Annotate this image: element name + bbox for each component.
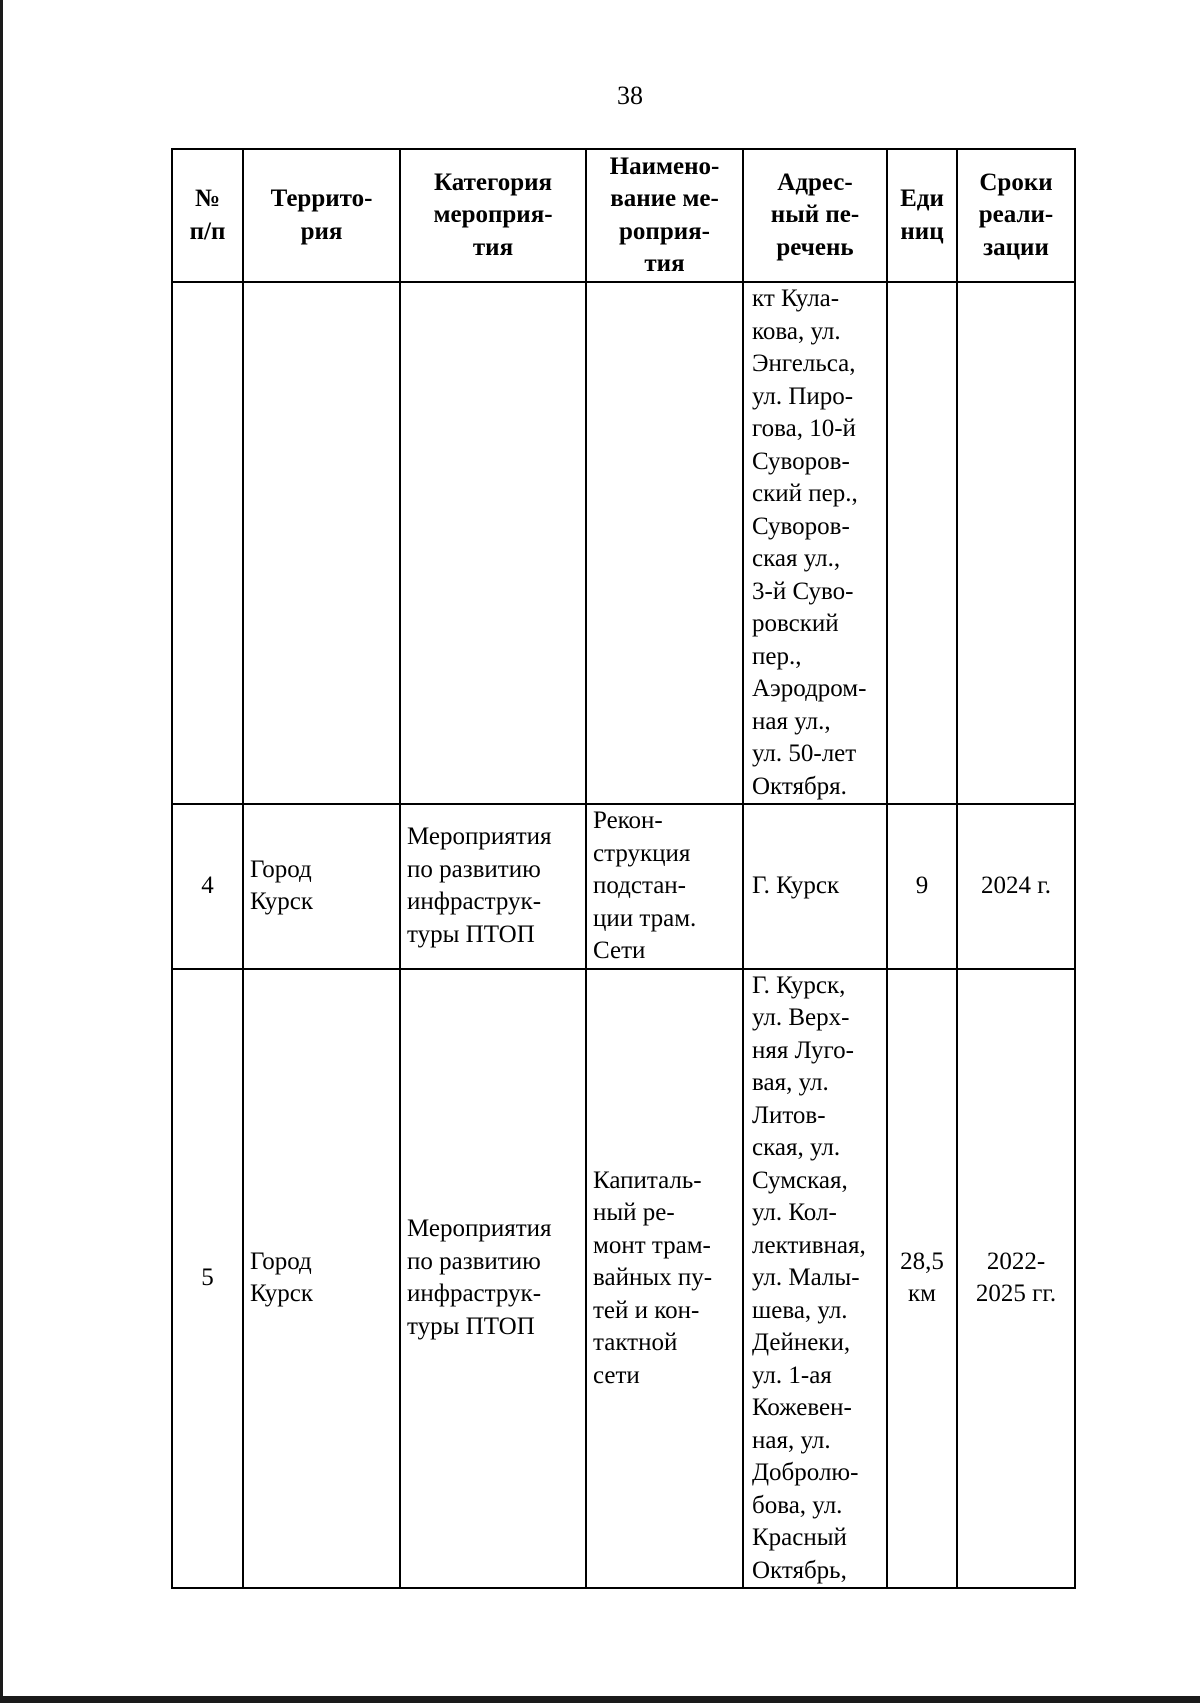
header-term: Сроки реали- зации: [957, 149, 1075, 282]
cell-category: Мероприятия по развитию инфраструк- туры ПТОП: [400, 969, 586, 1589]
cell-address: Г. Курск: [743, 804, 887, 969]
cell-unit: [887, 282, 957, 804]
cell-number: [172, 282, 243, 804]
cell-territory: Город Курск: [243, 969, 400, 1589]
cell-category: Мероприятия по развитию инфраструк- туры ПТОП: [400, 804, 586, 969]
cell-term: 2024 г.: [957, 804, 1075, 969]
header-address: Адрес- ный пе- речень: [743, 149, 887, 282]
cell-term: [957, 282, 1075, 804]
cell-unit: 9: [887, 804, 957, 969]
cell-territory: Город Курск: [243, 804, 400, 969]
cell-name: [586, 282, 743, 804]
scan-border-bottom: [0, 1696, 1200, 1703]
cell-territory: [243, 282, 400, 804]
cell-address: Г. Курск, ул. Верх- няя Луго- вая, ул. Литов- ская, ул. Сумская, ул. Кол- лективная, ул. Малы- шева, ул. Дейнеки, ул. 1-ая Кожевен- ная, ул. Добролю- бова, ул. Красный Октябрь,: [743, 969, 887, 1589]
table-row: [172, 969, 1075, 1589]
cell-category: [400, 282, 586, 804]
header-number: № п/п: [172, 149, 243, 282]
measures-table: [171, 148, 1076, 1589]
scan-border-left: [0, 0, 3, 1703]
cell-number: 4: [172, 804, 243, 969]
header-category: Категория мероприя- тия: [400, 149, 586, 282]
header-territory: Террито- рия: [243, 149, 400, 282]
table-row: [172, 804, 1075, 969]
cell-name: Капиталь- ный ре- монт трам- вайных пу- тей и кон- тактной сети: [586, 969, 743, 1589]
cell-term: 2022- 2025 гг.: [957, 969, 1075, 1589]
cell-number: 5: [172, 969, 243, 1589]
page-number: 38: [617, 81, 643, 110]
cell-address: кт Кула- кова, ул. Энгельса, ул. Пиро- гова, 10-й Суворов- ский пер., Суворов- ская ул., 3-й Суво- ровский пер., Аэродром- ная ул., ул. 50-лет Октября.: [743, 282, 887, 804]
cell-unit: 28,5 км: [887, 969, 957, 1589]
table-row-continuation: [172, 282, 1075, 804]
header-unit: Еди ниц: [887, 149, 957, 282]
header-name: Наимено- вание ме- роприя- тия: [586, 149, 743, 282]
table-header-row: [172, 149, 1075, 282]
cell-name: Рекон- струкция подстан- ции трам. Сети: [586, 804, 743, 969]
